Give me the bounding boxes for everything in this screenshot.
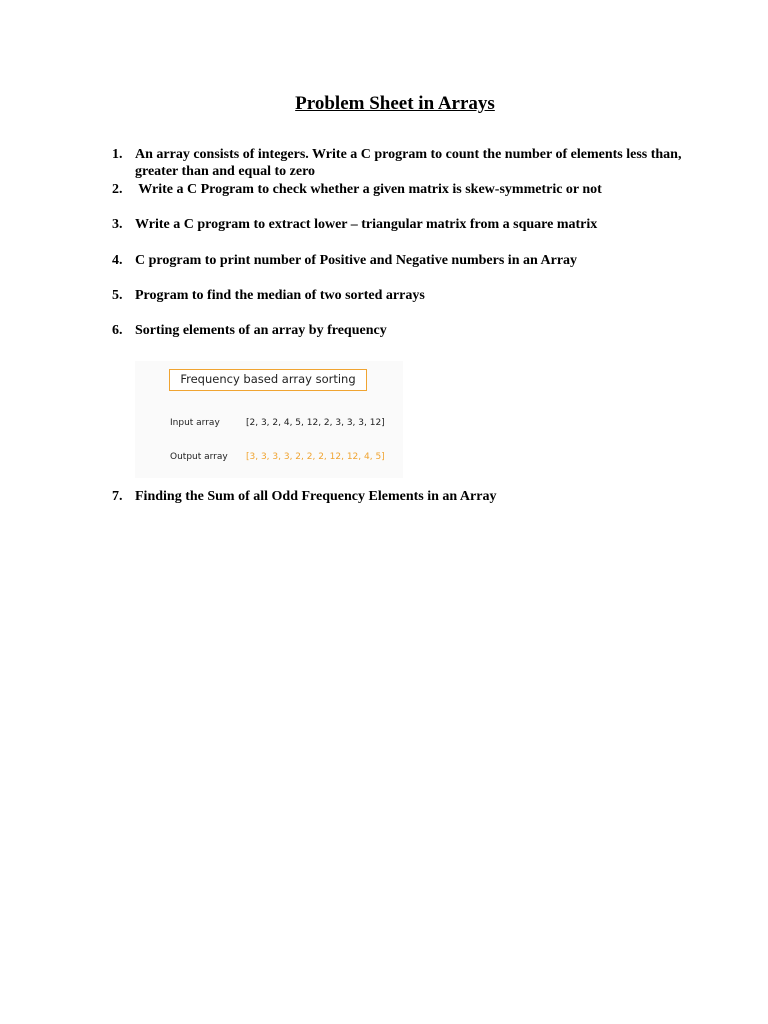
- problem-item-7: [112, 488, 692, 505]
- problem-item-5: [112, 287, 692, 304]
- problem-text: Write a C program to extract lower – triangular matrix from a square matrix: [135, 217, 598, 232]
- output-array-value: [3, 3, 3, 3, 2, 2, 2, 12, 12, 4, 5]: [246, 452, 385, 462]
- problem-item-6: [112, 322, 692, 339]
- problem-number: 4.: [112, 253, 123, 268]
- problem-item-4: [112, 252, 692, 269]
- figure-title: Frequency based array sorting: [169, 369, 367, 391]
- problem-text: Finding the Sum of all Odd Frequency Elements in an Array: [135, 489, 497, 504]
- frequency-sorting-figure: [135, 361, 403, 478]
- problem-number: 2.: [112, 182, 123, 197]
- input-array-value: [2, 3, 2, 4, 5, 12, 2, 3, 3, 3, 12]: [246, 418, 385, 428]
- input-array-label: Input array: [170, 418, 220, 428]
- problem-number: 6.: [112, 323, 123, 338]
- output-array-label: Output array: [170, 452, 228, 462]
- problem-number: 7.: [112, 489, 123, 504]
- problem-number: 3.: [112, 217, 123, 232]
- problem-item-1: [112, 146, 692, 180]
- problem-item-3: [112, 216, 692, 233]
- problem-item-2: [112, 181, 692, 198]
- problem-text: Program to find the median of two sorted arrays: [135, 288, 425, 303]
- problem-text: Sorting elements of an array by frequency: [135, 323, 387, 338]
- page-title: Problem Sheet in Arrays: [295, 93, 495, 114]
- problem-text: An array consists of integers. Write a C program to count the number of elements less than, greater than and equal to zero: [135, 147, 682, 179]
- problem-text: Write a C Program to check whether a given matrix is skew-symmetric or not: [135, 182, 602, 197]
- problem-number: 5.: [112, 288, 123, 303]
- problem-text: C program to print number of Positive and Negative numbers in an Array: [135, 253, 578, 268]
- problem-number: 1.: [112, 147, 123, 162]
